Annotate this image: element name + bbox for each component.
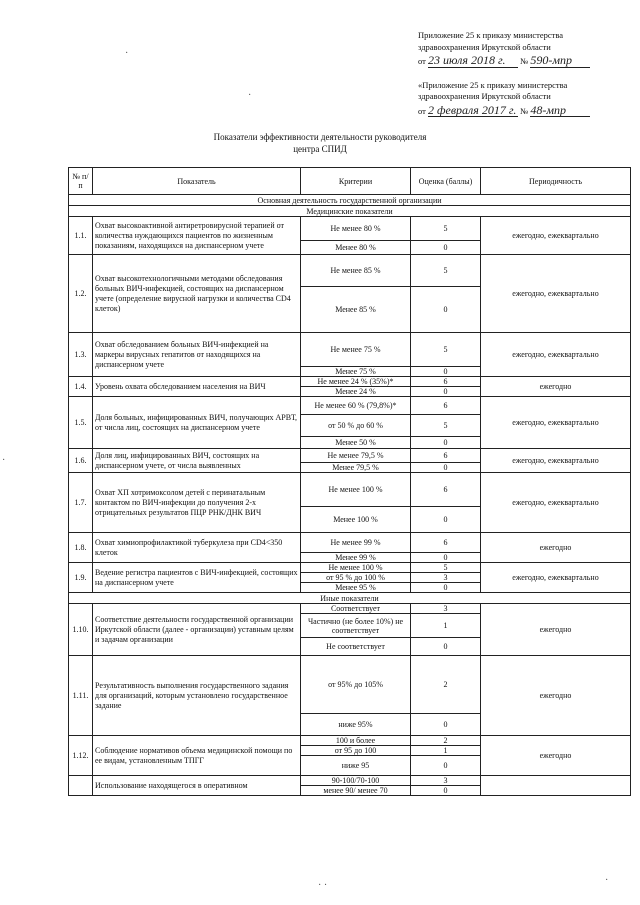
- header-score: Оценка (баллы): [411, 168, 481, 195]
- header-num: № п/п: [69, 168, 93, 195]
- score-cell: 2: [411, 736, 481, 746]
- approval-date-line-2: [418, 102, 633, 118]
- indicator-text: Доля больных, инфицированных ВИЧ, получающих АРВТ, от числа лиц, состоящих на диспансерном учете: [93, 397, 301, 449]
- criteria-cell: Менее 80 %: [301, 241, 411, 255]
- score-cell: 6: [411, 449, 481, 463]
- score-cell: 1: [411, 614, 481, 638]
- criteria-cell: Не менее 100 %: [301, 563, 411, 573]
- table-row: [69, 333, 631, 367]
- score-cell: 0: [411, 714, 481, 736]
- row-number: 1.2.: [69, 255, 93, 333]
- indicator-text: Соблюдение нормативов объема медицинской помощи по ее видам, установленным ТПГГ: [93, 736, 301, 776]
- table-row: [69, 377, 631, 387]
- period-cell: ежегодно: [481, 377, 631, 397]
- row-number: 1.3.: [69, 333, 93, 377]
- subsection-other: Иные показатели: [69, 593, 631, 604]
- row-number: 1.10.: [69, 604, 93, 656]
- handwritten-number-2: 48-мпр: [530, 105, 590, 118]
- subsection-row: [69, 206, 631, 217]
- score-cell: 0: [411, 507, 481, 533]
- score-cell: 1: [411, 746, 481, 756]
- table-row: [69, 255, 631, 287]
- criteria-cell: Не менее 80 %: [301, 217, 411, 241]
- scan-speck: ·: [605, 875, 609, 886]
- approval-line-3: «Приложение 25 к приказу министерства: [418, 79, 568, 90]
- score-cell: 0: [411, 786, 481, 796]
- criteria-cell: Частично (не более 10%) не соответствует: [301, 614, 411, 638]
- criteria-cell: Менее 85 %: [301, 287, 411, 333]
- approval-line-2: здравоохранения Иркутской области: [418, 41, 551, 52]
- subsection-medical: Медицинские показатели: [69, 206, 631, 217]
- header-criteria: Критерии: [301, 168, 411, 195]
- period-cell: ежегодно, ежеквартально: [481, 473, 631, 533]
- score-cell: 0: [411, 756, 481, 776]
- criteria-cell: 100 и более: [301, 736, 411, 746]
- criteria-cell: Не соответствует: [301, 638, 411, 656]
- score-cell: 5: [411, 415, 481, 437]
- criteria-cell: Менее 24 %: [301, 387, 411, 397]
- document-title: [0, 131, 640, 155]
- score-cell: 3: [411, 573, 481, 583]
- row-number: 1.4.: [69, 377, 93, 397]
- row-number: 1.5.: [69, 397, 93, 449]
- criteria-cell: Менее 50 %: [301, 437, 411, 449]
- table-row: [69, 563, 631, 573]
- period-cell: ежегодно: [481, 533, 631, 563]
- criteria-cell: Не менее 75 %: [301, 333, 411, 367]
- criteria-cell: менее 90/ менее 70: [301, 786, 411, 796]
- score-cell: 0: [411, 287, 481, 333]
- score-cell: 3: [411, 776, 481, 786]
- indicator-text: Результативность выполнения государственного задания для организаций, которым установлено государственное задание: [93, 656, 301, 736]
- criteria-cell: Менее 79,5 %: [301, 463, 411, 473]
- score-cell: 0: [411, 553, 481, 563]
- scan-speck: ·: [248, 90, 252, 101]
- score-cell: 0: [411, 367, 481, 377]
- period-cell: ежегодно, ежеквартально: [481, 255, 631, 333]
- indicator-text: Соответствие деятельности государственной организации Иркутской области (далее - организации) уставным целям и задачам организации: [93, 604, 301, 656]
- criteria-cell: Не менее 100 %: [301, 473, 411, 507]
- scan-speck: ·: [125, 48, 129, 59]
- score-cell: 2: [411, 656, 481, 714]
- score-cell: 0: [411, 638, 481, 656]
- row-number: 1.9.: [69, 563, 93, 593]
- period-cell: [481, 776, 631, 796]
- indicator-text: Охват ХП хотримоксолом детей с перинатальным контактом по ВИЧ-инфекции до получения 2-х отрицательных результатов ПЦР РНК/ДНК ВИЧ: [93, 473, 301, 533]
- criteria-cell: Не менее 85 %: [301, 255, 411, 287]
- criteria-cell: от 95% до 105%: [301, 656, 411, 714]
- table-row: [69, 473, 631, 507]
- row-number: 1.8.: [69, 533, 93, 563]
- title-line-1: Показатели эффективности деятельности руководителя: [213, 132, 427, 142]
- score-cell: 0: [411, 387, 481, 397]
- approval-date-line-1: [418, 55, 633, 68]
- table-row: [69, 776, 631, 786]
- criteria-cell: от 95 до 100: [301, 746, 411, 756]
- table-row: [69, 397, 631, 415]
- row-number: 1.6.: [69, 449, 93, 473]
- score-cell: 3: [411, 604, 481, 614]
- handwritten-number-1: 590-мпр: [530, 55, 590, 68]
- criteria-cell: Не менее 99 %: [301, 533, 411, 553]
- score-cell: 6: [411, 377, 481, 387]
- indicator-text: Доля лиц, инфицированных ВИЧ, состоящих на диспансерном учете, от числа выявленных: [93, 449, 301, 473]
- row-number: 1.12.: [69, 736, 93, 776]
- score-cell: 0: [411, 241, 481, 255]
- handwritten-date-2: 2 февраля 2017 г.: [427, 102, 517, 117]
- handwritten-date-1: 23 июля 2018 г.: [428, 55, 518, 68]
- indicator-text: Охват химиопрофилактикой туберкулеза при CD4<350 клеток: [93, 533, 301, 563]
- period-cell: ежегодно, ежеквартально: [481, 449, 631, 473]
- indicator-text: Ведение регистра пациентов с ВИЧ-инфекцией, состоящих на диспансерном учете: [93, 563, 301, 593]
- approval-line-4: здравоохранения Иркутской области: [418, 91, 551, 101]
- table-body: [69, 195, 631, 796]
- table-row: [69, 449, 631, 463]
- subsection-row: [69, 593, 631, 604]
- score-cell: 5: [411, 255, 481, 287]
- section-main: Основная деятельность государственной организации: [69, 195, 631, 206]
- criteria-cell: Менее 95 %: [301, 583, 411, 593]
- indicator-text: Уровень охвата обследованием населения на ВИЧ: [93, 377, 301, 397]
- row-number: 1.11.: [69, 656, 93, 736]
- score-cell: 0: [411, 437, 481, 449]
- row-number: 1.7.: [69, 473, 93, 533]
- criteria-cell: Менее 100 %: [301, 507, 411, 533]
- period-cell: ежегодно: [481, 736, 631, 776]
- title-line-2: центра СПИД: [293, 144, 347, 154]
- criteria-cell: от 95 % до 100 %: [301, 573, 411, 583]
- table-row: [69, 217, 631, 241]
- period-cell: ежегодно, ежеквартально: [481, 397, 631, 449]
- approval-block: [418, 30, 633, 117]
- table-row: [69, 736, 631, 746]
- indicator-text: Охват обследованием больных ВИЧ-инфекцией на маркеры вирусных гепатитов от находящихся на диспансерном учете: [93, 333, 301, 377]
- criteria-cell: ниже 95: [301, 756, 411, 776]
- criteria-cell: Соответствует: [301, 604, 411, 614]
- row-number: 1.1.: [69, 217, 93, 255]
- score-cell: 0: [411, 583, 481, 593]
- period-cell: ежегодно: [481, 604, 631, 656]
- ot-label-2: от: [418, 105, 426, 116]
- indicators-table: [68, 167, 631, 796]
- period-cell: ежегодно: [481, 656, 631, 736]
- table-header-row: [69, 168, 631, 195]
- approval-line-1: Приложение 25 к приказу министерства: [418, 30, 563, 40]
- header-period: Периодичность: [481, 168, 631, 195]
- table-row: [69, 656, 631, 714]
- indicator-text: Охват высокотехнологичными методами обследования больных ВИЧ-инфекцией, состоящих на диспансерном учете (определение вирусной нагрузки и количества CD4 клеток): [93, 255, 301, 333]
- score-cell: 5: [411, 333, 481, 367]
- criteria-cell: Не менее 60 % (79,8%)*: [301, 397, 411, 415]
- period-cell: ежегодно, ежеквартально: [481, 563, 631, 593]
- score-cell: 6: [411, 473, 481, 507]
- ot-label-1: от: [418, 56, 426, 66]
- score-cell: 6: [411, 397, 481, 415]
- table-row: [69, 533, 631, 553]
- table-row: [69, 604, 631, 614]
- score-cell: 0: [411, 463, 481, 473]
- criteria-cell: Не менее 79,5 %: [301, 449, 411, 463]
- section-row: [69, 195, 631, 206]
- period-cell: ежегодно, ежеквартально: [481, 333, 631, 377]
- criteria-cell: ниже 95%: [301, 714, 411, 736]
- criteria-cell: Менее 75 %: [301, 367, 411, 377]
- scan-speck: · ·: [318, 880, 328, 891]
- scan-speck: ·: [2, 455, 6, 466]
- number-label-2: №: [520, 105, 529, 116]
- header-indicator: Показатель: [93, 168, 301, 195]
- score-cell: 6: [411, 533, 481, 553]
- indicator-text: Охват высокоактивной антиретровирусной терапией от количества нуждающихся пациентов по жизненным показаниям, находящихся на диспансерном учете: [93, 217, 301, 255]
- criteria-cell: Менее 99 %: [301, 553, 411, 563]
- criteria-cell: от 50 % до 60 %: [301, 415, 411, 437]
- criteria-cell: 90-100/70-100: [301, 776, 411, 786]
- score-cell: 5: [411, 563, 481, 573]
- score-cell: 5: [411, 217, 481, 241]
- indicator-text: Использование находящегося в оперативном: [93, 776, 301, 796]
- row-number: [69, 776, 93, 796]
- number-label-1: №: [520, 56, 529, 66]
- period-cell: ежегодно, ежеквартально: [481, 217, 631, 255]
- criteria-cell: Не менее 24 % (35%)*: [301, 377, 411, 387]
